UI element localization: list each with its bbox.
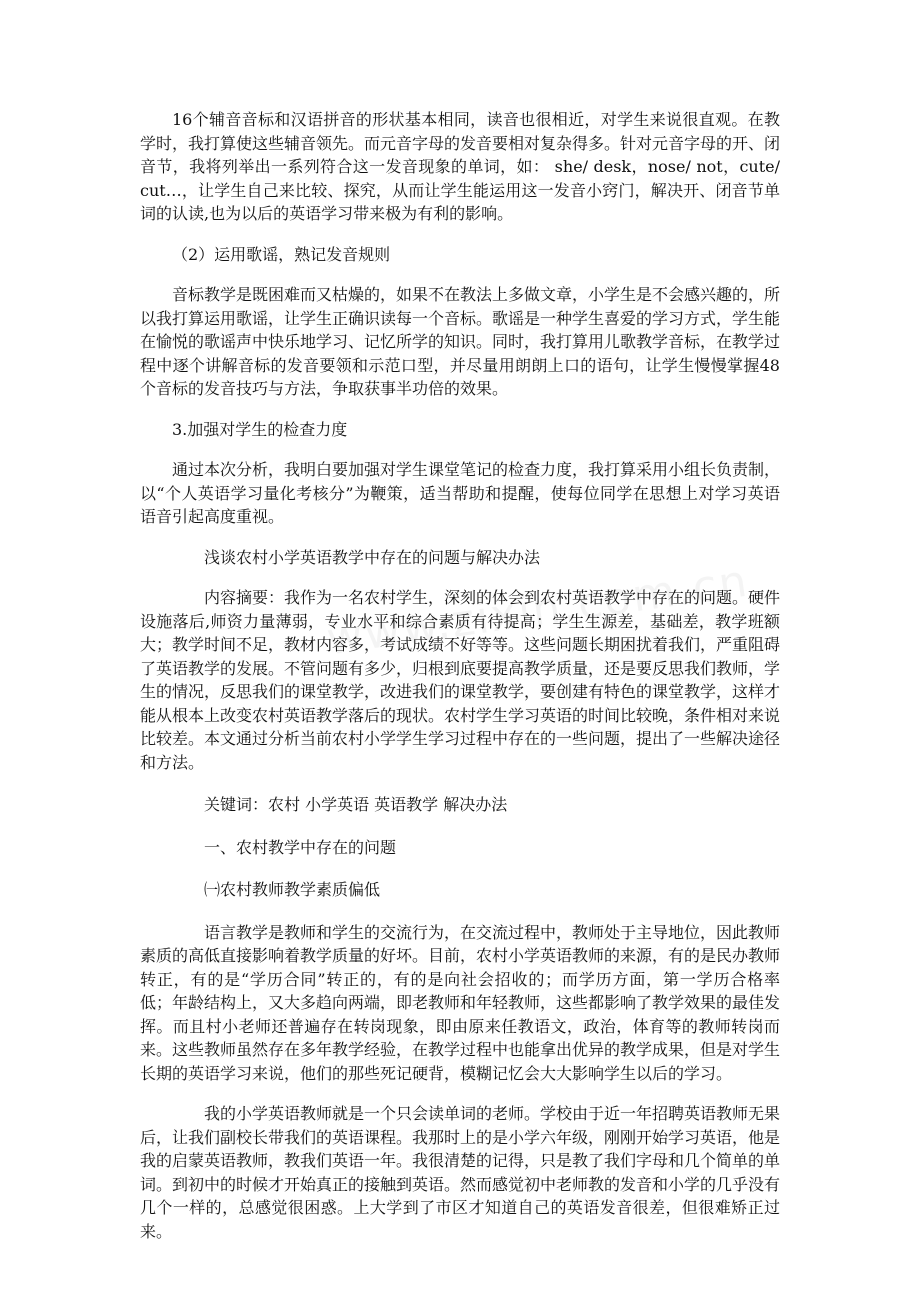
keywords-line: 关键词：农村 小学英语 英语教学 解决办法: [204, 795, 508, 814]
paragraph-consonant-vowel: 16个辅音音标和汉语拼音的形状基本相同，读音也很相近，对学生来说很直观。在教学时，我打算使这些辅音领先。而元音字母的发音要相对复杂得多。针对元音字母的开、闭音节，我将列举出一系列符合这一发音现象的单词，如： she/ desk，nose/ not，cute/ cut…，让学生自己来比较、探究，从而让学生能运用这一发音小窍门，解决开、闭音节单词的认读,也为以后的英语学习带来极为有利的影响。: [140, 110, 781, 223]
paragraph-teacher-quality: 语言教学是教师和学生的交流行为，在交流过程中，教师处于主导地位，因此教师素质的高低直接影响着教学质量的好坏。目前，农村小学英语教师的来源，有的是民办教师转正，有的是“学历合同”转正的，有的是向社会招收的；而学历方面，第一学历合格率低；年龄结构上，又大多趋向两端，即老教师和年轻教师，这些都影响了教学效果的最佳发挥。而且村小老师还普遍存在转岗现象，即由原来任教语文，政治，体育等的教师转岗而来。这些教师虽然存在多年教学经验，在教学过程中也能拿出优异的教学成果，但是对学生长期的英语学习来说，他们的那些死记硬背，模糊记忆会大大影响学生以后的学习。: [140, 922, 781, 1083]
abstract-paragraph: 内容摘要：我作为一名农村学生，深刻的体会到农村英语教学中存在的问题。硬件设施落后,师资力量薄弱，专业水平和综合素质有待提高；学生生源差，基础差，教学班额大；教学时间不足，教材内容多，考试成绩不好等等。这些问题长期困扰着我们，严重阻碍了英语教学的发展。不管问题有多少，归根到底要提高教学质量，还是要反思我们教师，学生的情况，反思我们的课堂教学，改进我们的课堂教学，要创建有特色的课堂教学，这样才能从根本上改变农村英语教学落后的现状。农村学生学习英语的时间比较晚，条件相对来说比较差。本文通过分析当前农村小学学生学习过程中存在的一些问题，提出了一些解决途径和方法。: [140, 588, 781, 772]
paragraph-phonetic-songs: 音标教学是既困难而又枯燥的，如果不在教法上多做文章，小学生是不会感兴趣的，所以我打算运用歌谣，让学生正确识读每一个音标。歌谣是一种学生喜爱的学习方式，学生能在愉悦的歌谣声中快乐地学习、记忆所学的知识。同时，我打算用儿歌教学音标，在教学过程中逐个讲解音标的发音要领和示范口型，并尽量用朗朗上口的语句，让学生慢慢掌握48个音标的发音技巧与方法，争取获事半功倍的效果。: [140, 285, 781, 398]
subheading-inspection: 3.加强对学生的检查力度: [172, 419, 348, 439]
subheading-songs: （2）运用歌谣，熟记发音规则: [172, 244, 391, 264]
subsection-heading-1: ㈠农村教师教学素质偏低: [204, 880, 381, 899]
section-heading-1: 一、农村教学中存在的问题: [204, 837, 397, 857]
paragraph-inspection: 通过本次分析，我明白要加强对学生课堂笔记的检查力度，我打算采用小组长负责制，以“个人英语学习量化考核分”为鞭策，适当帮助和提醒，使每位同学在思想上对学习英语语音引起高度重视。: [140, 460, 781, 526]
paragraph-personal-experience: 我的小学英语教师就是一个只会读单词的老师。学校由于近一年招聘英语教师无果后，让我们副校长带我们的英语课程。我那时上的是小学六年级，刚刚开始学习英语，他是我的启蒙英语教师，教我们英语一年。我很清楚的记得，只是教了我们字母和几个简单的单词。到初中的时候才开始真正的接触到英语。然而感觉初中老师教的发音和小学的几乎没有几个一样的，总感觉很困惑。上大学到了市区才知道自己的英语发音很差，但很难矫正过来。: [140, 1104, 781, 1241]
document-page: [140, 108, 780, 1243]
article-title: 浅谈农村小学英语教学中存在的问题与解决办法: [204, 547, 541, 567]
